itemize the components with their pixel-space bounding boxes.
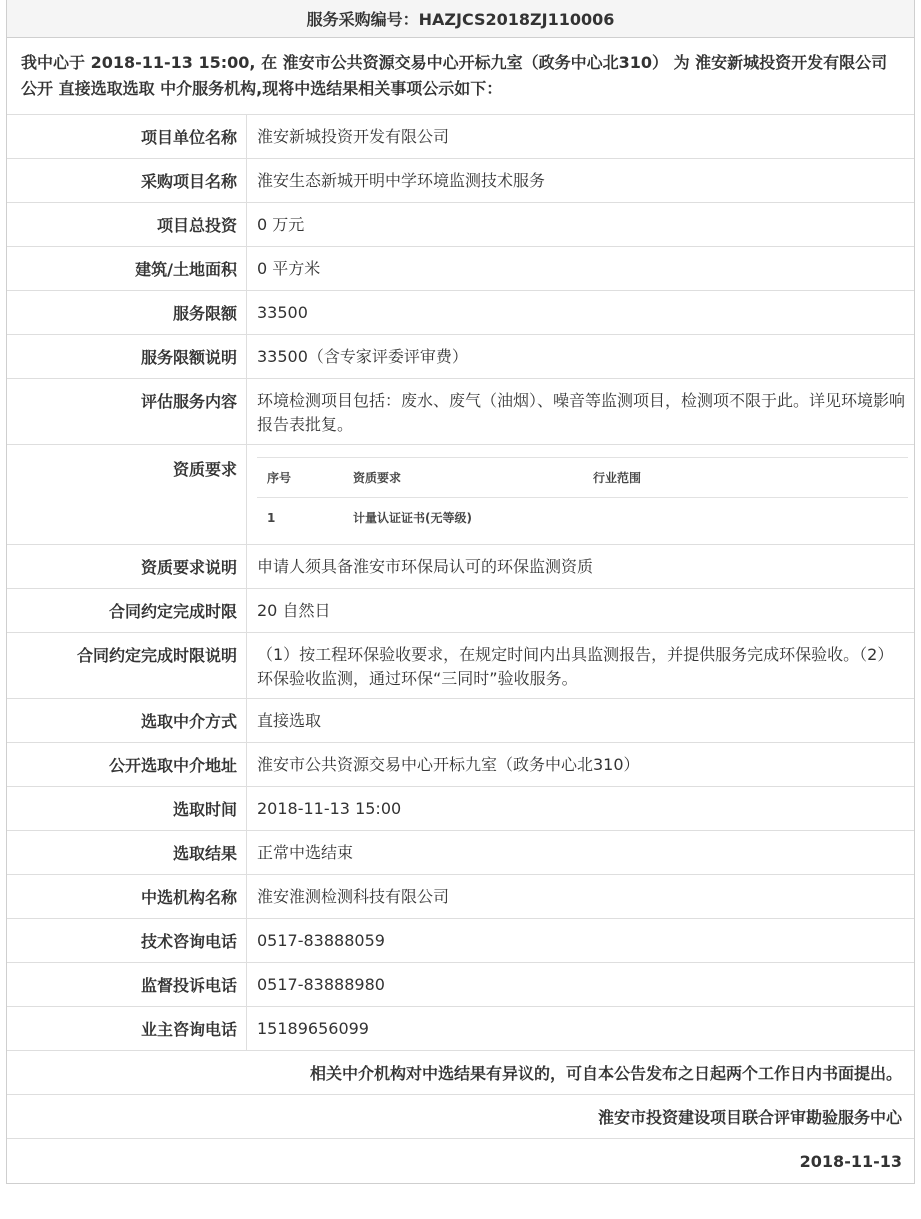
row-total-investment <box>7 203 914 247</box>
row-area <box>7 247 914 291</box>
value-winner-name: 淮安淮测检测科技有限公司 <box>257 887 450 906</box>
row-qualification <box>7 445 914 545</box>
intro-paragraph <box>7 38 914 115</box>
row-service-limit <box>7 291 914 335</box>
value-contract-time: 20 自然日 <box>257 601 331 620</box>
value-area: 0 平方米 <box>257 259 321 278</box>
row-owner-phone <box>7 1007 914 1051</box>
value-service-limit: 33500 <box>257 303 308 322</box>
label-unit-name: 项目单位名称 <box>7 115 247 158</box>
table-row <box>257 498 908 537</box>
label-service-limit: 服务限额 <box>7 291 247 334</box>
label-tech-phone: 技术咨询电话 <box>7 919 247 962</box>
row-selection-time <box>7 787 914 831</box>
label-owner-phone: 业主咨询电话 <box>7 1007 247 1050</box>
label-service-limit-note: 服务限额说明 <box>7 335 247 378</box>
value-unit-name: 淮安新城投资开发有限公司 <box>257 127 450 146</box>
procurement-number-title <box>7 0 914 38</box>
value-service-content: 环境检测项目包括：废水、废气（油烟）、噪音等监测项目，检测项不限于此。详见环境影响报告表批复。 <box>257 391 906 434</box>
value-tech-phone: 0517-83888059 <box>257 931 385 950</box>
qualification-header-no: 序号 <box>267 470 292 485</box>
value-project-name: 淮安生态新城开明中学环境监测技术服务 <box>257 171 546 190</box>
objection-notice-row <box>7 1051 914 1095</box>
qualification-header-row <box>257 458 908 498</box>
value-qualification-note: 申请人须具备淮安市环保局认可的环保监测资质 <box>257 557 594 576</box>
value-selection-time: 2018-11-13 15:00 <box>257 799 402 818</box>
row-project-name <box>7 159 914 203</box>
value-owner-phone: 15189656099 <box>257 1019 369 1038</box>
qualification-row-no: 1 <box>267 510 276 525</box>
row-tech-phone <box>7 919 914 963</box>
row-unit-name <box>7 115 914 159</box>
label-winner-name: 中选机构名称 <box>7 875 247 918</box>
label-selection-time: 选取时间 <box>7 787 247 830</box>
issuer-row <box>7 1095 914 1139</box>
label-selection-result: 选取结果 <box>7 831 247 874</box>
issue-date: 2018-11-13 <box>799 1151 902 1171</box>
date-row <box>7 1139 914 1183</box>
value-selection-result: 正常中选结束 <box>257 843 354 862</box>
value-supervision-phone: 0517-83888980 <box>257 975 385 994</box>
row-selection-result <box>7 831 914 875</box>
label-selection-method: 选取中介方式 <box>7 699 247 742</box>
row-qualification-note <box>7 545 914 589</box>
label-qualification-note: 资质要求说明 <box>7 545 247 588</box>
objection-notice: 相关中介机构对中选结果有异议的，可自本公告发布之日起两个工作日内书面提出。 <box>309 1064 902 1083</box>
row-service-limit-note <box>7 335 914 379</box>
row-supervision-phone <box>7 963 914 1007</box>
qualification-subtable <box>257 457 908 537</box>
row-selection-address <box>7 743 914 787</box>
value-total-investment: 0 万元 <box>257 215 305 234</box>
label-project-name: 采购项目名称 <box>7 159 247 202</box>
qualification-cell <box>247 445 914 544</box>
value-contract-time-note: （1）按工程环保验收要求，在规定时间内出具监测报告，并提供服务完成环保验收。（2）环保验收监测，通过环保“三同时”验收服务。 <box>257 645 894 688</box>
row-contract-time-note <box>7 633 914 699</box>
qualification-header-scope: 行业范围 <box>593 470 642 485</box>
label-service-content: 评估服务内容 <box>7 379 247 444</box>
issuer-name: 淮安市投资建设项目联合评审勘验服务中心 <box>597 1108 902 1127</box>
label-area: 建筑/土地面积 <box>7 247 247 290</box>
announcement-table <box>6 0 915 1184</box>
value-service-limit-note: 33500（含专家评委评审费） <box>257 347 468 366</box>
label-total-investment: 项目总投资 <box>7 203 247 246</box>
qualification-header-requirement: 资质要求 <box>353 470 402 485</box>
value-selection-method: 直接选取 <box>257 711 322 730</box>
label-supervision-phone: 监督投诉电话 <box>7 963 247 1006</box>
label-qualification: 资质要求 <box>7 445 247 544</box>
value-selection-address: 淮安市公共资源交易中心开标九室（政务中心北310） <box>257 755 640 774</box>
label-contract-time-note: 合同约定完成时限说明 <box>7 633 247 698</box>
procurement-number-text: 服务采购编号：HAZJCS2018ZJ110006 <box>306 10 615 29</box>
row-contract-time <box>7 589 914 633</box>
label-contract-time: 合同约定完成时限 <box>7 589 247 632</box>
row-service-content <box>7 379 914 445</box>
intro-text: 我中心于 2018-11-13 15:00, 在 淮安市公共资源交易中心开标九室（政务中心北310） 为 淮安新城投资开发有限公司 公开 直接选取选取 中介服务机构,现将中选结果相关事项公示如下： <box>21 53 888 98</box>
qualification-row-requirement: 计量认证证书(无等级) <box>353 510 472 525</box>
label-selection-address: 公开选取中介地址 <box>7 743 247 786</box>
row-winner-name <box>7 875 914 919</box>
row-selection-method <box>7 699 914 743</box>
